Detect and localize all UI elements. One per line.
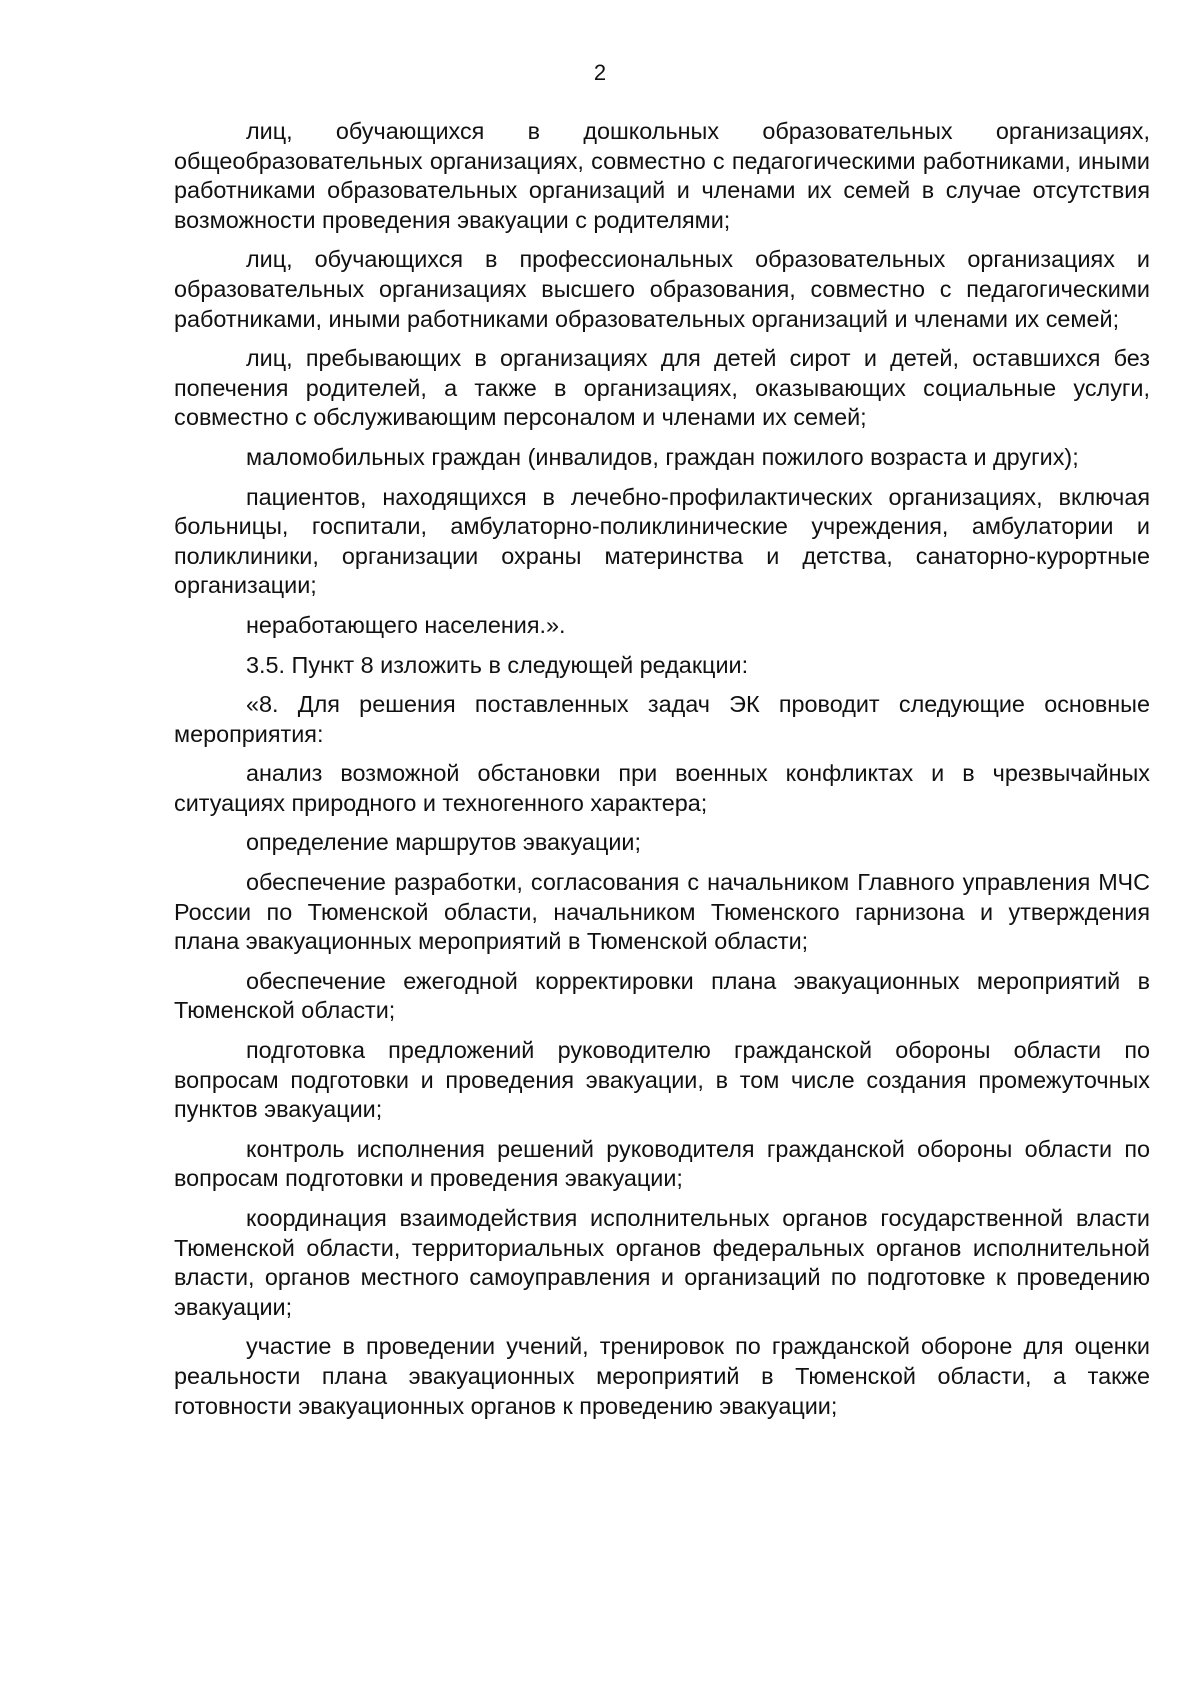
paragraph-5: пациентов, находящихся в лечебно-профилактических организациях, включая больницы, госпитали, амбулаторно-поликлинические учреждения, амбулатории и поликлиники, организации охраны материнства и детства, санаторно-курортные организации; — [174, 483, 1150, 599]
paragraph-16: участие в проведении учений, тренировок по гражданской обороне для оценки реальности плана эвакуационных мероприятий в Тюменской области, а также готовности эвакуационных органов к проведению эвакуации; — [174, 1333, 1150, 1419]
document-body — [174, 117, 1150, 1431]
paragraph-11: обеспечение разработки, согласования с начальником Главного управления МЧС России по Тюменской области, начальником Тюменского гарнизона и утверждения плана эвакуационных мероприятий в Тюменской области; — [174, 869, 1150, 955]
paragraph-12: обеспечение ежегодной корректировки плана эвакуационных мероприятий в Тюменской области; — [174, 967, 1150, 1024]
paragraph-2: лиц, обучающихся в профессиональных образовательных организациях и образовательных организациях высшего образования, совместно с педагогическими работниками, иными работниками образовательных организаций и членами их семей; — [174, 246, 1150, 332]
paragraph-9: анализ возможной обстановки при военных конфликтах и в чрезвычайных ситуациях природного и техногенного характера; — [174, 760, 1150, 816]
paragraph-4: маломобильных граждан (инвалидов, граждан пожилого возраста и других); — [246, 443, 1079, 470]
paragraph-15: координация взаимодействия исполнительных органов государственной власти Тюменской области, территориальных органов федеральных органов исполнительной власти, органов местного самоуправления и организаций по подготовке к проведению эвакуации; — [174, 1205, 1150, 1320]
paragraph-3: лиц, пребывающих в организациях для детей сирот и детей, оставшихся без попечения родителей, а также в организациях, оказывающих социальные услуги, совместно с обслуживающим персоналом и членами их семей; — [174, 345, 1150, 431]
paragraph-13: подготовка предложений руководителю гражданской обороны области по вопросам подготовки и проведения эвакуации, в том числе создания промежуточных пунктов эвакуации; — [174, 1037, 1150, 1123]
page-number: 2 — [593, 60, 607, 85]
paragraph-10: определение маршрутов эвакуации; — [246, 829, 641, 856]
paragraph-6: неработающего населения.». — [246, 611, 566, 638]
paragraph-1: лиц, обучающихся в дошкольных образовательных организациях, общеобразовательных организациях, совместно с педагогическими работниками, иными работниками образовательных организаций и членами их семей в случае отсутствия возможности проведения эвакуации с родителями; — [174, 118, 1150, 233]
paragraph-7: 3.5. Пункт 8 изложить в следующей редакции: — [246, 651, 749, 678]
paragraph-8: «8. Для решения поставленных задач ЭК проводит следующие основные мероприятия: — [174, 691, 1150, 747]
paragraph-14: контроль исполнения решений руководителя гражданской обороны области по вопросам подготовки и проведения эвакуации; — [174, 1135, 1150, 1192]
